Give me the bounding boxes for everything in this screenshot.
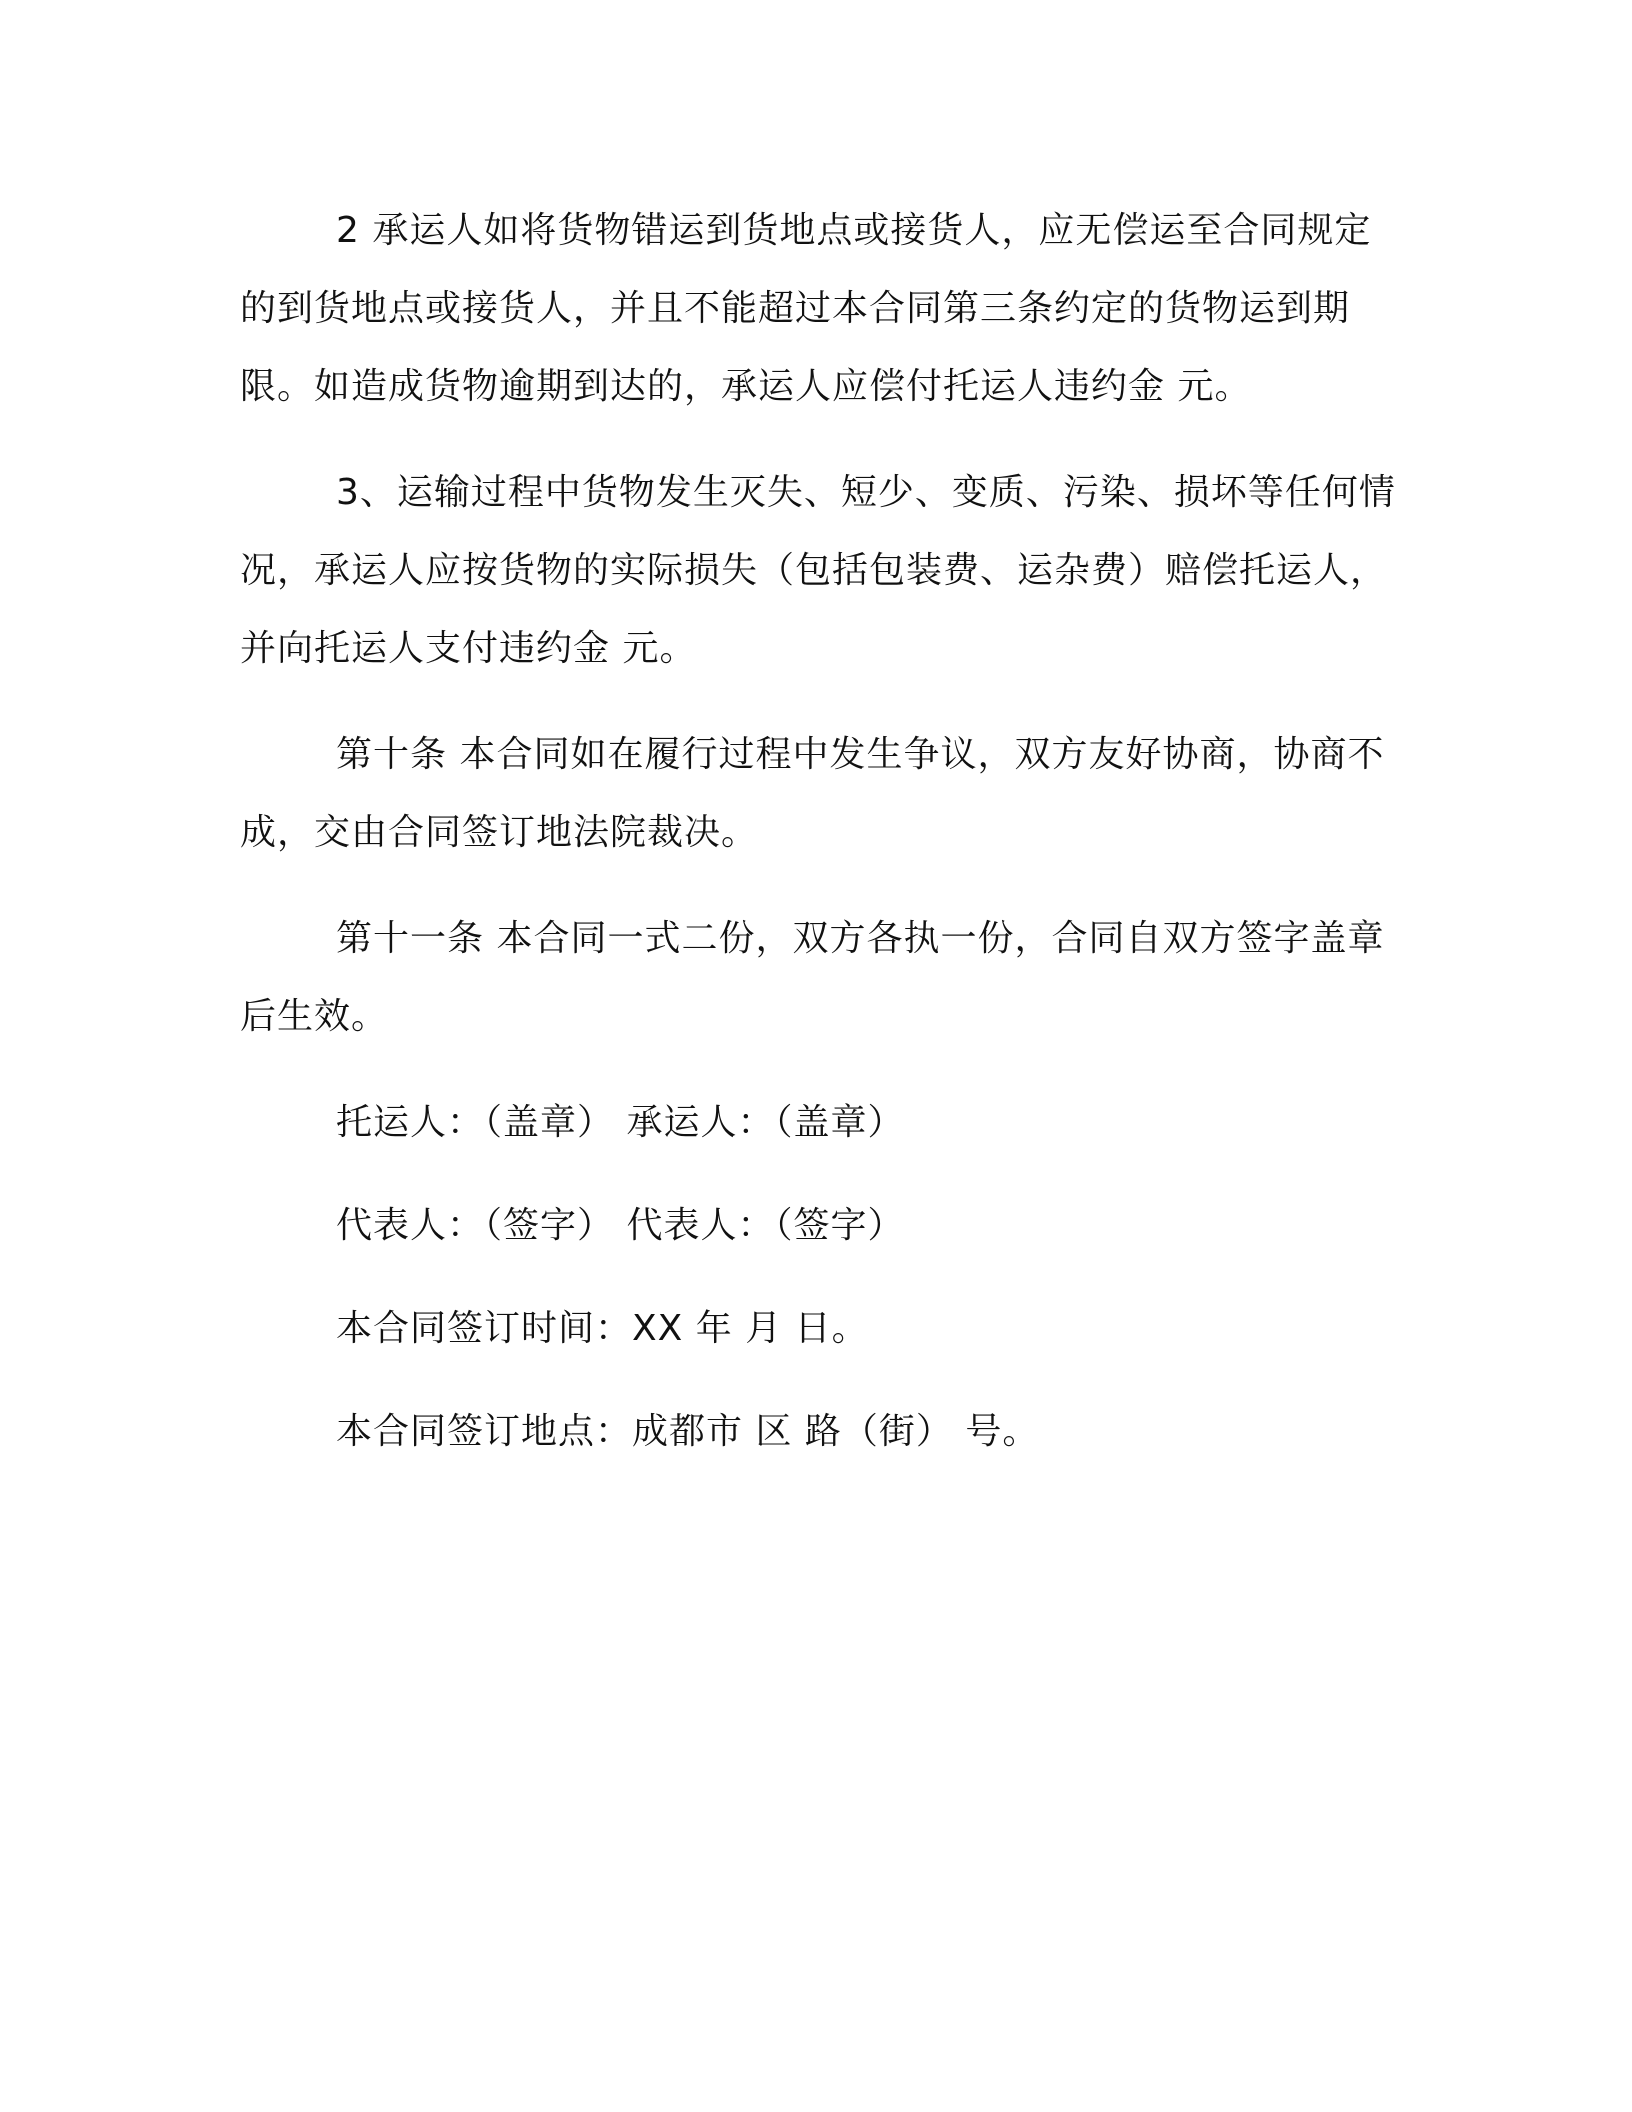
article-eleven: 第十一条 本合同一式二份，双方各执一份，合同自双方签字盖章后生效。 bbox=[240, 918, 1385, 1037]
clause-paragraph-3: 3、运输过程中货物发生灭失、短少、变质、污染、损坏等任何情况，承运人应按货物的实际损失（包括包装费、运杂费）赔偿托运人，并向托运人支付违约金 元。 bbox=[240, 472, 1396, 669]
signature-representative-line: 代表人：（签字） 代表人：（签字） bbox=[336, 1205, 905, 1246]
signing-date-line: 本合同签订时间：XX 年 月 日。 bbox=[336, 1308, 869, 1349]
document-body bbox=[240, 192, 1400, 1496]
clause-paragraph-2: 2 承运人如将货物错运到货地点或接货人，应无偿运至合同规定的到货地点或接货人，并且不能超过本合同第三条约定的货物运到期限。如造成货物逾期到达的，承运人应偿付托运人违约金 元。 bbox=[240, 210, 1372, 407]
signing-place-line: 本合同签订地点：成都市 区 路（街） 号。 bbox=[336, 1411, 1040, 1452]
signature-seal-line: 托运人：（盖章） 承运人：（盖章） bbox=[336, 1102, 905, 1143]
article-ten: 第十条 本合同如在履行过程中发生争议，双方友好协商，协商不成，交由合同签订地法院裁决。 bbox=[240, 734, 1385, 853]
